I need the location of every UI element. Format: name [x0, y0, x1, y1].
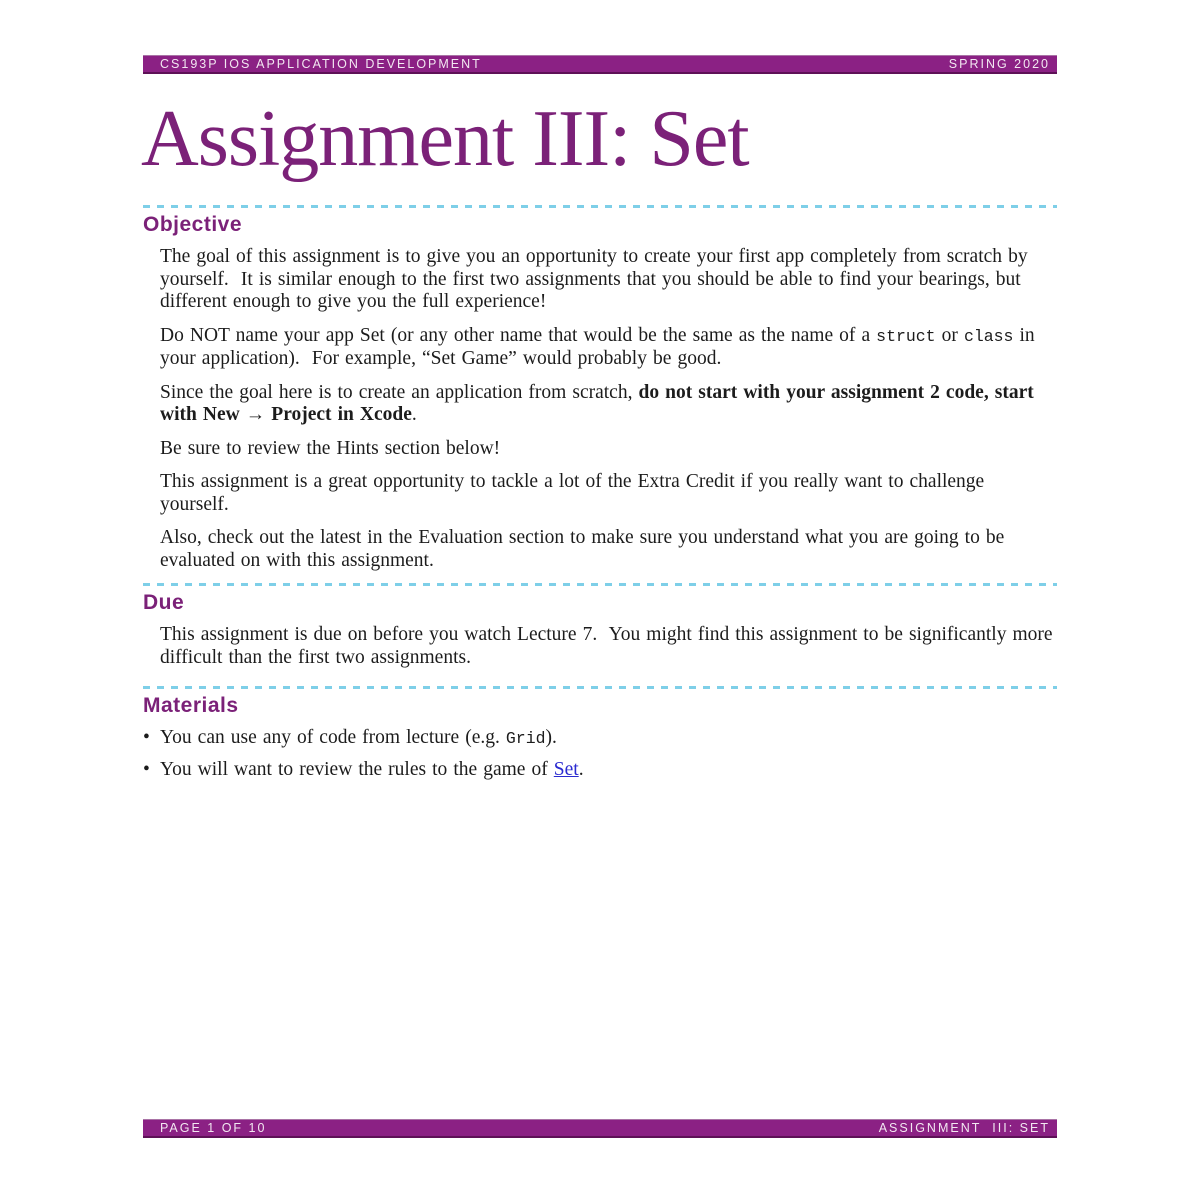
dashed-divider-due	[143, 583, 1057, 586]
paragraph-text: .	[578, 758, 584, 780]
paragraph-text: .	[411, 404, 417, 425]
bullet-text	[160, 727, 557, 751]
objective-paragraph-6	[160, 527, 1057, 572]
objective-paragraph-5	[160, 471, 1057, 516]
paragraph-text: Since the goal here is to create an application from scratch,	[160, 381, 639, 403]
bullet-item-lecture-code	[143, 727, 1057, 751]
paragraph-text: The goal of this assignment is to give you an opportunity to create your first app completely from scratch by yourself. It is similar enough to the first two assignments that you should be able to find your bearings, but different enough to give you the full experience!	[160, 246, 1028, 312]
set-rules-link[interactable]: Set	[553, 758, 579, 780]
objective-paragraph-2	[160, 325, 1057, 371]
header-bar	[143, 55, 1057, 74]
paragraph-text: or	[935, 324, 964, 346]
footer-page-number: PAGE 1 OF 10	[160, 1120, 267, 1135]
bullet-icon: •	[143, 727, 150, 748]
objective-heading: Objective	[143, 213, 243, 236]
bullet-item-set-rules	[143, 759, 1057, 782]
dashed-divider-materials	[143, 686, 1057, 689]
objective-paragraph-4	[160, 438, 1057, 461]
paragraph-text: in your application). For example, “Set Game” would probably be good.	[160, 324, 1035, 369]
bullet-icon: •	[143, 758, 150, 780]
header-course-label: CS193P IOS APPLICATION DEVELOPMENT	[160, 56, 482, 71]
paragraph-text: Also, check out the latest in the Evaluation section to make sure you understand what you are going to be evaluated on with this assignment.	[160, 527, 1005, 571]
paragraph-text: Be sure to review the Hints section below!	[160, 437, 501, 459]
objective-paragraph-1	[160, 246, 1057, 314]
dashed-divider-objective	[143, 205, 1057, 208]
inline-code-struct: struct	[876, 326, 936, 346]
paragraph-text: Do NOT name your app Set (or any other name that would be the same as the name of a	[160, 324, 877, 346]
document-body	[143, 205, 1057, 789]
footer-bar	[143, 1119, 1057, 1138]
header-term-label: SPRING 2020	[948, 56, 1050, 71]
materials-heading: Materials	[143, 694, 239, 717]
due-heading: Due	[143, 591, 185, 614]
bold-emphasis: do not start with your assignment 2 code, start with New → Project in Xcode	[160, 381, 1034, 425]
due-paragraph	[160, 624, 1057, 669]
paragraph-text: You will want to review the rules to the game of	[160, 758, 554, 780]
bullet-text	[160, 759, 584, 782]
footer-assignment-label: ASSIGNMENT III: SET	[878, 1120, 1050, 1135]
paragraph-text: This assignment is due on before you watch Lecture 7. You might find this assignment to be significantly more difficult than the first two assignments.	[160, 624, 1053, 668]
materials-bullet-list	[143, 727, 1057, 781]
inline-code-grid: Grid	[505, 729, 546, 748]
paragraph-text: This assignment is a great opportunity to tackle a lot of the Extra Credit if you really want to challenge yourself.	[160, 471, 985, 515]
inline-code-class: class	[963, 326, 1014, 346]
paragraph-text: You can use any of code from lecture (e.g.	[160, 727, 506, 748]
page-title: Assignment III: Set	[141, 95, 749, 183]
paragraph-text: ).	[545, 727, 557, 748]
objective-paragraph-3	[160, 382, 1057, 427]
